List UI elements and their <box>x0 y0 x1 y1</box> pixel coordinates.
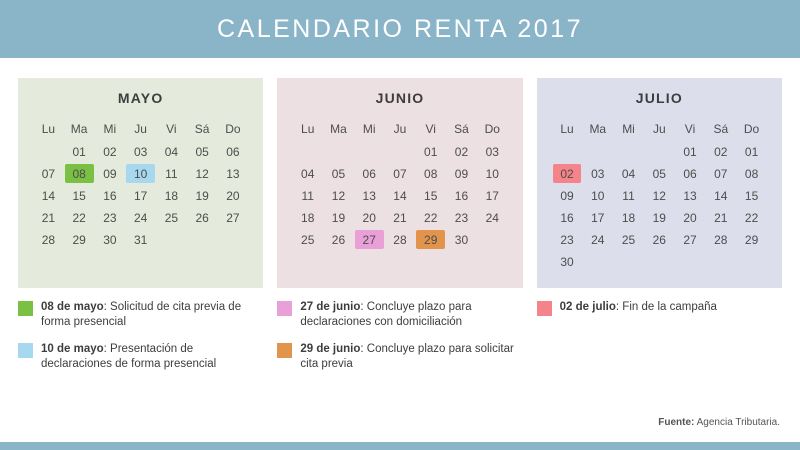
months-container <box>0 58 800 288</box>
day-cell[interactable]: 01 <box>744 144 759 159</box>
day-cell[interactable]: 01 <box>683 144 697 159</box>
day-cell-empty <box>553 142 582 161</box>
day-cell-empty <box>386 142 415 161</box>
day-cell-empty <box>676 252 705 271</box>
legend-description: : Fin de la campaña <box>615 301 717 313</box>
day-cell[interactable]: 12 <box>331 188 346 203</box>
day-cell[interactable]: 17 <box>591 210 605 225</box>
weekday-header: Ju <box>393 122 407 136</box>
day-cell[interactable]: 25 <box>301 232 315 247</box>
month-title: JUNIO <box>375 90 425 106</box>
day-cell[interactable]: 12 <box>652 188 666 203</box>
legend-item <box>537 300 782 316</box>
weekday-header: Lu <box>301 122 315 136</box>
day-cell[interactable]: 21 <box>393 210 407 225</box>
day-cell[interactable]: 13 <box>362 188 376 203</box>
month-card-mayo <box>18 78 263 288</box>
day-cell-empty <box>583 142 612 161</box>
week-row <box>293 164 506 183</box>
footer-bar <box>0 442 800 450</box>
source-note <box>658 417 780 428</box>
week-row <box>34 164 247 183</box>
weekday-header: Sá <box>713 122 729 136</box>
day-cell[interactable]: 21 <box>714 210 728 225</box>
day-cell[interactable]: 28 <box>393 232 407 247</box>
day-cell[interactable]: 03 <box>591 166 605 181</box>
day-cell[interactable]: 17 <box>133 188 148 203</box>
week-row <box>293 230 506 249</box>
day-cell[interactable]: 06 <box>226 144 240 159</box>
legend-description: : Solicitud de cita previa de forma presencial <box>41 301 242 328</box>
day-cell[interactable]: 23 <box>103 210 117 225</box>
legend-column <box>537 300 782 384</box>
month-grid <box>32 118 249 252</box>
day-cell[interactable]: 31 <box>133 232 148 247</box>
day-cell[interactable]: 02 <box>714 144 728 159</box>
day-cell-highlighted[interactable]: 02 <box>553 164 582 183</box>
weekday-header: Do <box>225 122 241 136</box>
legend-color-swatch <box>18 301 33 316</box>
week-row <box>553 252 766 271</box>
day-cell[interactable]: 25 <box>164 210 179 225</box>
day-cell[interactable]: 13 <box>226 166 240 181</box>
day-cell[interactable]: 02 <box>454 144 469 159</box>
day-cell[interactable]: 04 <box>621 166 636 181</box>
weekday-header: Sá <box>194 122 210 136</box>
day-cell[interactable]: 07 <box>393 166 407 181</box>
weekday-header: Do <box>743 122 760 136</box>
day-cell-empty <box>34 142 63 161</box>
legend-date: 27 de junio <box>300 301 361 313</box>
month-title: JULIO <box>635 90 683 106</box>
weekday-header: Sá <box>454 122 469 136</box>
legend-date: 10 de mayo <box>41 343 104 355</box>
day-cell-empty <box>645 252 674 271</box>
legend-color-swatch <box>537 301 552 316</box>
weekday-header: Mi <box>362 122 376 136</box>
legend-color-swatch <box>18 343 33 358</box>
legend-date: 02 de julio <box>559 301 616 313</box>
day-cell[interactable]: 03 <box>485 144 499 159</box>
day-cell[interactable]: 29 <box>72 232 86 247</box>
legend-description: : Concluye plazo para solicitar cita previa <box>300 343 514 370</box>
legend-container <box>0 288 800 384</box>
day-cell[interactable]: 15 <box>72 188 86 203</box>
day-cell[interactable]: 26 <box>331 232 346 247</box>
day-cell[interactable]: 19 <box>331 210 346 225</box>
day-cell[interactable]: 07 <box>714 166 728 181</box>
month-grid <box>551 118 768 274</box>
day-cell[interactable]: 27 <box>683 232 697 247</box>
weekday-header: Mi <box>103 122 117 136</box>
day-cell[interactable]: 07 <box>41 166 56 181</box>
day-cell[interactable]: 15 <box>424 188 438 203</box>
day-cell[interactable]: 06 <box>362 166 376 181</box>
day-cell[interactable]: 09 <box>560 188 574 203</box>
day-cell-empty <box>293 142 322 161</box>
day-cell[interactable]: 22 <box>424 210 438 225</box>
day-cell[interactable]: 16 <box>454 188 469 203</box>
week-row <box>34 208 247 227</box>
day-cell[interactable]: 06 <box>683 166 697 181</box>
day-cell[interactable]: 11 <box>165 166 178 181</box>
weekday-header: Do <box>484 122 500 136</box>
weekday-header: Vi <box>166 122 177 136</box>
legend-column <box>18 300 263 384</box>
month-title: MAYO <box>117 90 164 106</box>
day-cell-highlighted[interactable]: 08 <box>65 164 94 183</box>
day-cell[interactable]: 03 <box>133 144 148 159</box>
day-cell[interactable]: 10 <box>591 188 605 203</box>
day-cell[interactable]: 05 <box>195 144 209 159</box>
day-cell[interactable]: 02 <box>103 144 117 159</box>
day-cell[interactable]: 24 <box>591 232 605 247</box>
week-row <box>34 142 247 161</box>
day-cell[interactable]: 22 <box>72 210 86 225</box>
day-cell[interactable]: 19 <box>195 188 209 203</box>
weekday-header: Lu <box>41 122 56 136</box>
day-cell[interactable]: 14 <box>714 188 728 203</box>
day-cell[interactable]: 10 <box>485 166 499 181</box>
page-header <box>0 0 800 58</box>
day-cell-empty <box>583 252 612 271</box>
day-cell[interactable]: 18 <box>621 210 636 225</box>
day-cell-empty <box>324 142 353 161</box>
day-cell-highlighted[interactable]: 27 <box>355 230 384 249</box>
legend-label <box>300 300 522 330</box>
week-row <box>553 230 766 249</box>
day-cell[interactable]: 16 <box>560 210 574 225</box>
day-cell-highlighted[interactable]: 10 <box>126 164 155 183</box>
day-cell[interactable]: 29 <box>744 232 759 247</box>
legend-column <box>277 300 522 384</box>
legend-color-swatch <box>277 343 292 358</box>
day-cell[interactable]: 11 <box>622 188 635 203</box>
legend-label <box>41 342 263 372</box>
legend-label <box>560 300 717 315</box>
day-cell-empty <box>478 230 507 249</box>
source-label: Fuente: <box>658 417 695 428</box>
legend-description: : Presentación de declaraciones de forma presencial <box>41 343 217 370</box>
day-cell[interactable]: 25 <box>621 232 636 247</box>
legend-label <box>41 300 263 330</box>
day-cell[interactable]: 30 <box>560 254 574 269</box>
weekday-header: Vi <box>425 122 436 136</box>
weekday-header: Ju <box>134 122 147 136</box>
day-cell[interactable]: 28 <box>714 232 728 247</box>
day-cell[interactable]: 05 <box>331 166 346 181</box>
month-grid <box>291 118 508 252</box>
day-cell[interactable]: 04 <box>301 166 315 181</box>
page-title: CALENDARIO RENTA 2017 <box>216 14 584 43</box>
week-row <box>34 230 247 249</box>
day-cell[interactable]: 14 <box>41 188 56 203</box>
day-cell[interactable]: 28 <box>41 232 56 247</box>
day-cell[interactable]: 30 <box>103 232 117 247</box>
legend-item <box>18 300 263 330</box>
day-cell[interactable]: 13 <box>683 188 697 203</box>
legend-description: : Concluye plazo para declaraciones con domiciliación <box>300 301 472 328</box>
week-row <box>293 208 506 227</box>
day-cell[interactable]: 15 <box>744 188 759 203</box>
day-cell[interactable]: 04 <box>164 144 179 159</box>
day-cell[interactable]: 19 <box>652 210 666 225</box>
day-cell[interactable]: 24 <box>133 210 148 225</box>
day-cell-empty <box>188 230 217 249</box>
day-cell[interactable]: 14 <box>393 188 407 203</box>
day-cell-highlighted[interactable]: 29 <box>416 230 445 249</box>
day-cell-empty <box>706 252 735 271</box>
legend-color-swatch <box>277 301 292 316</box>
week-row <box>34 186 247 205</box>
day-cell[interactable]: 01 <box>72 144 86 159</box>
weekday-header: Ma <box>330 122 347 136</box>
week-row <box>553 208 766 227</box>
day-cell[interactable]: 17 <box>485 188 499 203</box>
legend-label <box>300 342 522 372</box>
day-cell-empty <box>737 252 766 271</box>
day-cell-empty <box>614 252 643 271</box>
day-cell[interactable]: 22 <box>744 210 759 225</box>
day-cell[interactable]: 05 <box>652 166 666 181</box>
day-cell-empty <box>219 230 248 249</box>
weekday-header: Vi <box>684 122 696 136</box>
legend-item <box>277 342 522 372</box>
day-cell[interactable]: 30 <box>454 232 469 247</box>
day-cell-empty <box>157 230 186 249</box>
weekday-header: Mi <box>622 122 635 136</box>
day-cell[interactable]: 20 <box>226 188 240 203</box>
day-cell[interactable]: 16 <box>103 188 117 203</box>
legend-date: 29 de junio <box>300 343 361 355</box>
legend-item <box>277 300 522 330</box>
day-cell[interactable]: 09 <box>103 166 117 181</box>
day-cell[interactable]: 08 <box>744 166 759 181</box>
legend-date: 08 de mayo <box>41 301 104 313</box>
day-cell[interactable]: 27 <box>226 210 240 225</box>
day-cell[interactable]: 24 <box>485 210 499 225</box>
legend-item <box>18 342 263 372</box>
day-cell[interactable]: 20 <box>683 210 697 225</box>
day-cell[interactable]: 01 <box>424 144 438 159</box>
day-cell[interactable]: 26 <box>652 232 666 247</box>
week-row <box>553 164 766 183</box>
day-cell[interactable]: 11 <box>301 188 314 203</box>
day-cell[interactable]: 21 <box>41 210 56 225</box>
source-value: Agencia Tributaria. <box>694 417 780 428</box>
month-card-julio <box>537 78 782 288</box>
day-cell[interactable]: 08 <box>424 166 438 181</box>
week-row <box>553 186 766 205</box>
weekday-header: Lu <box>560 122 574 136</box>
weekday-header: Ma <box>70 122 88 136</box>
weekday-header: Ju <box>652 122 666 136</box>
month-card-junio <box>277 78 522 288</box>
week-row <box>293 186 506 205</box>
day-cell-empty <box>645 142 674 161</box>
day-cell[interactable]: 20 <box>362 210 376 225</box>
day-cell[interactable]: 23 <box>560 232 574 247</box>
week-row <box>293 142 506 161</box>
day-cell-empty <box>614 142 643 161</box>
day-cell[interactable]: 23 <box>454 210 469 225</box>
weekday-header: Ma <box>589 122 607 136</box>
week-row <box>553 142 766 161</box>
day-cell[interactable]: 09 <box>454 166 469 181</box>
day-cell[interactable]: 12 <box>195 166 209 181</box>
day-cell[interactable]: 18 <box>164 188 179 203</box>
day-cell[interactable]: 18 <box>301 210 315 225</box>
day-cell[interactable]: 26 <box>195 210 209 225</box>
day-cell-empty <box>355 142 384 161</box>
